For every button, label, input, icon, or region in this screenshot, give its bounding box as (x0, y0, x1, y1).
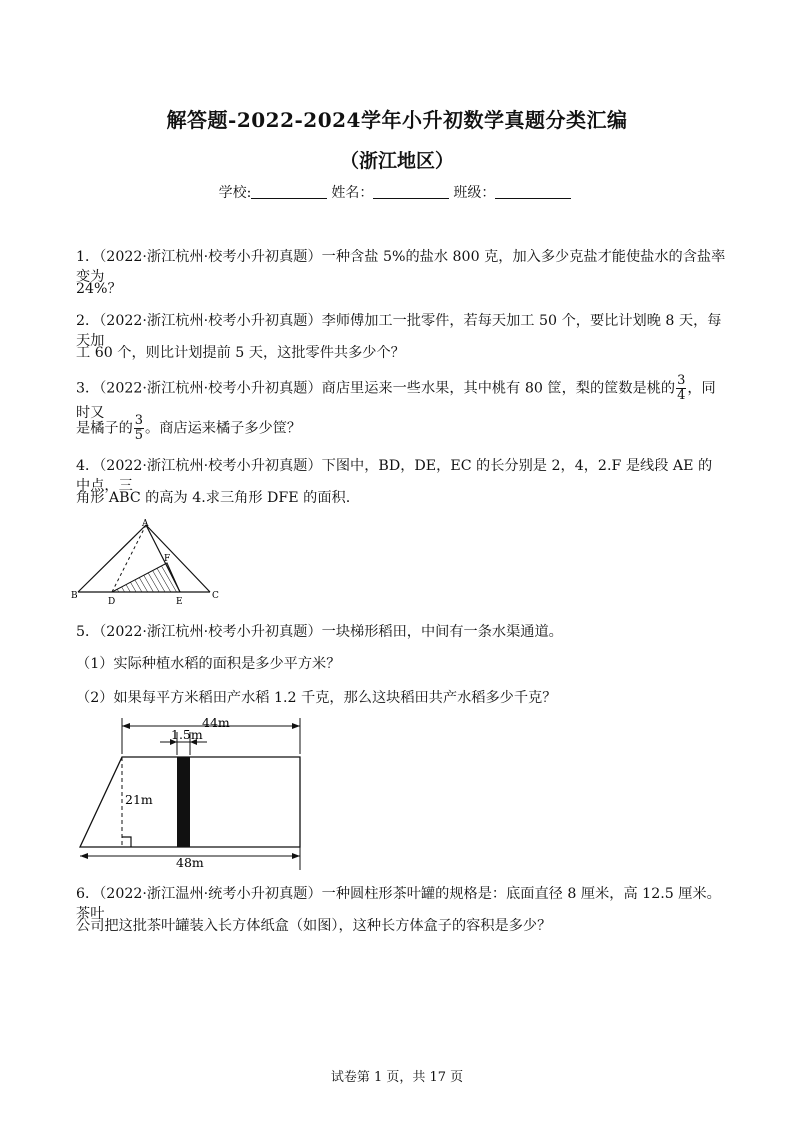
fraction-denominator: 4 (677, 388, 686, 403)
bottom-dim-arrow-left (80, 853, 88, 859)
point-e-label: E (176, 597, 183, 607)
school-label: 学校: (218, 185, 252, 201)
point-d-label: D (108, 597, 116, 607)
class-blank (495, 184, 571, 199)
question-3-text-d: 。商店运来橘子多少筐？ (145, 420, 302, 437)
question-3-text-c: 是橘子的 (76, 420, 133, 437)
question-6-line-2: 公司把这批茶叶罐装入长方体纸盒（如图），这种长方体盒子的容积是多少？ (76, 918, 552, 934)
question-3-line-2 (76, 414, 726, 443)
channel-width-label: 1.5m (171, 727, 203, 742)
fraction-three-quarters (676, 374, 686, 403)
question-2-line-1: 2．（2022·浙江杭州·校考小升初真题）李师傅加工一批零件，若每天加工 50 个，要比计划晚 8 天，每天加 (76, 313, 722, 349)
page-title: 解答题-2022-2024学年小升初数学真题分类汇编 (166, 108, 628, 132)
water-channel (177, 757, 190, 847)
right-angle-mark (122, 837, 131, 847)
school-blank (251, 184, 327, 199)
question-1-line-2: 24%？ (76, 281, 122, 297)
name-blank (373, 184, 449, 199)
page-subtitle: （浙江地区） (339, 150, 454, 172)
triangle-figure (70, 518, 230, 610)
fraction-numerator: 3 (677, 373, 686, 388)
top-dim-arrow-right (292, 723, 300, 729)
name-label: 姓名： (331, 185, 374, 201)
top-width-label: 44m (202, 715, 230, 730)
top-dim-arrow-left (122, 723, 130, 729)
page-footer: 试卷第 1 页，共 17 页 (330, 1070, 464, 1085)
question-4-line-2: 角形 ABC 的高为 4.求三角形 DFE 的面积. (76, 490, 351, 506)
bottom-width-label: 48m (176, 855, 204, 870)
point-a-label: A (142, 519, 149, 529)
question-2-line-2: 工 60 个，则比计划提前 5 天，这批零件共多少个？ (76, 345, 405, 361)
question-3-text-b: ，同时又 (76, 380, 716, 421)
question-1-line-1: 1．（2022·浙江杭州·校考小升初真题）一种含盐 5%的盐水 800 克，加入多少克盐才能使盐水的含盐率变为 (76, 249, 726, 285)
point-c-label: C (212, 591, 219, 601)
class-label: 班级： (453, 185, 496, 201)
fraction-three-fifths (134, 414, 144, 443)
question-3-text-a: 3．（2022·浙江杭州·校考小升初真题）商店里运来一些水果，其中桃有 80 筐，梨的筐数是桃的 (76, 380, 676, 397)
height-label: 21m (125, 792, 153, 807)
fraction-denominator: 5 (134, 428, 144, 443)
question-5-line-1: 5．（2022·浙江杭州·校考小升初真题）一块梯形稻田，中间有一条水渠通道。 (76, 624, 563, 640)
bottom-dim-arrow-right (292, 853, 300, 859)
question-4-line-1: 4．（2022·浙江杭州·校考小升初真题）下图中，BD，DE，EC 的长分别是 2，4，2.F 是线段 AE 的中点，三 (76, 458, 713, 494)
shaded-triangle-dfe (112, 563, 180, 592)
fraction-numerator: 3 (134, 413, 144, 428)
question-6-line-1: 6．（2022·浙江温州·统考小升初真题）一种圆柱形茶叶罐的规格是：底面直径 8 厘米，高 12.5 厘米。茶叶 (76, 886, 721, 922)
trapezoid-field-figure (72, 710, 312, 872)
question-5-sub-1: （1）实际种植水稻的面积是多少平方米？ (76, 656, 341, 672)
student-info-line (0, 182, 794, 202)
point-f-label: F (164, 554, 171, 564)
question-5-sub-2: （2）如果每平方米稻田产水稻 1.2 千克，那么这块稻田共产水稻多少千克？ (76, 690, 557, 706)
point-b-label: B (71, 591, 78, 601)
